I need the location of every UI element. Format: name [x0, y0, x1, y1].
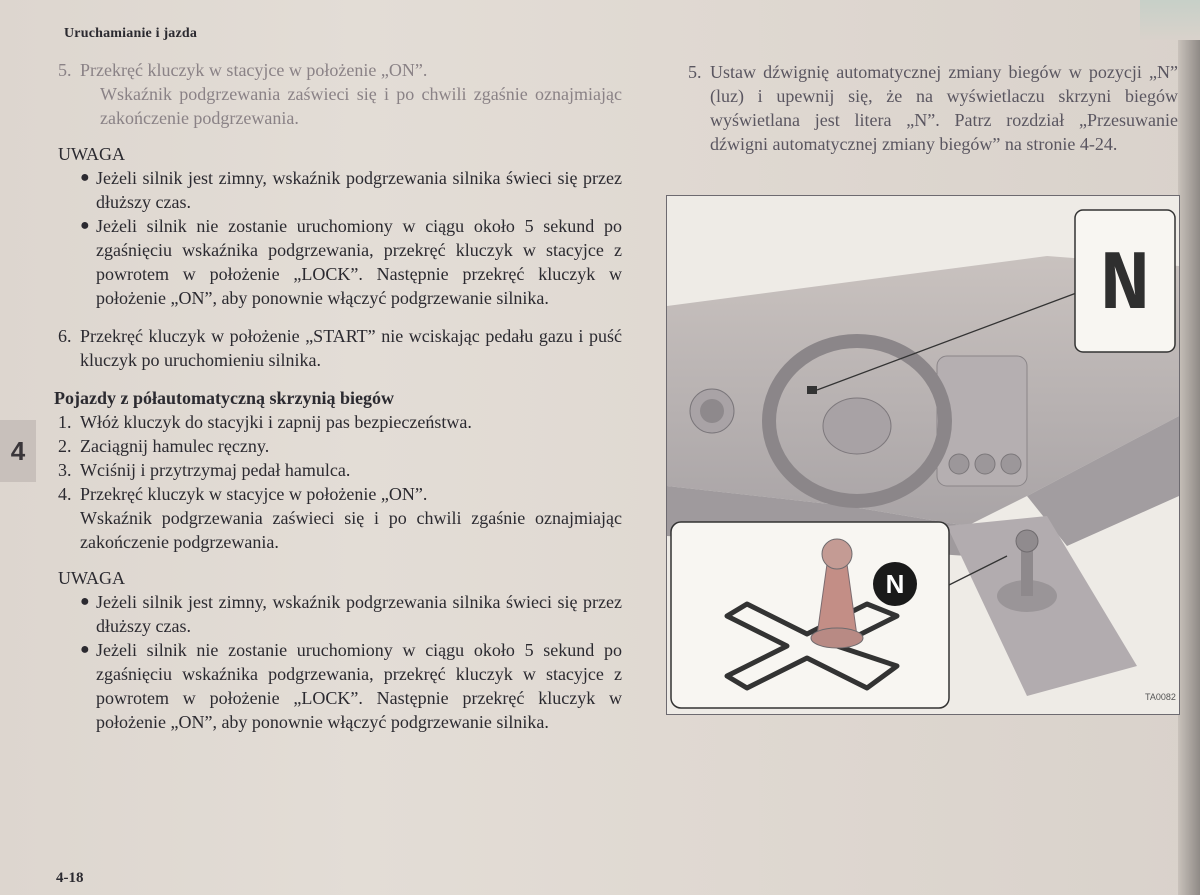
step-number: 5.	[688, 62, 702, 82]
shifter-stem	[1021, 546, 1033, 596]
step-text: Zaciągnij hamulec ręczny.	[80, 436, 270, 456]
page-number: 4-18	[56, 870, 84, 886]
note-title: UWAGA	[58, 144, 125, 164]
gear-display-letter: N	[1099, 239, 1151, 334]
step-text: Włóż kluczyk do stacyjki i zapnij pas bezpieczeństwa.	[80, 412, 472, 432]
bullet-icon: ●	[80, 641, 90, 658]
bullet-icon: ●	[80, 217, 90, 234]
dashboard-illustration	[666, 195, 1180, 715]
step-number: 5.	[58, 60, 72, 80]
console-knob-right	[1001, 454, 1021, 474]
air-vent-left-inner	[700, 399, 724, 423]
page-corner	[1140, 0, 1200, 40]
step-number: 4.	[58, 484, 72, 504]
bullet-text: Jeżeli silnik jest zimny, wskaźnik podgrzewania silnika świeci się przez dłuższy czas.	[96, 592, 622, 636]
console-knob-mid	[975, 454, 995, 474]
step-5	[58, 58, 622, 82]
step-text: Przekręć kluczyk w stacyjce w położenie „ON”.	[80, 484, 428, 504]
note-bullet	[58, 214, 622, 310]
step-text: Przekręć kluczyk w stacyjce w położenie „ON”.	[80, 60, 428, 80]
display-indicator	[807, 386, 817, 394]
step-4	[58, 482, 622, 506]
bullet-text: Jeżeli silnik jest zimny, wskaźnik podgrzewania silnika świeci się przez dłuższy czas.	[96, 168, 622, 212]
step-6	[58, 324, 622, 372]
step-3	[58, 458, 622, 482]
figure-code: TA0082	[1145, 692, 1176, 702]
step-number: 1.	[58, 412, 72, 432]
step-1	[58, 410, 622, 434]
right-column	[688, 60, 1178, 156]
inset-lever-base	[811, 628, 863, 648]
note-bullet	[58, 166, 622, 214]
step-text: Przekręć kluczyk w położenie „START” nie wciskając pedału gazu i puść kluczyk po uruchomieniu silnika.	[80, 326, 622, 370]
left-column	[54, 58, 622, 734]
section-header: Uruchamianie i jazda	[64, 26, 198, 41]
subheading: Pojazdy z półautomatyczną skrzynią biegów	[54, 388, 394, 408]
note-title: UWAGA	[58, 568, 125, 588]
page-shadow-edge	[1178, 0, 1200, 895]
note-bullet	[58, 590, 622, 638]
shifter-knob	[1016, 530, 1038, 552]
step-number: 6.	[58, 326, 72, 346]
illustration-svg	[667, 196, 1179, 714]
step-5-note: Wskaźnik podgrzewania zaświeci się i po chwili zgaśnie oznajmiając zakończenie podgrzewania.	[100, 84, 622, 128]
console-knob-left	[949, 454, 969, 474]
step-text: Wciśnij i przytrzymaj pedał hamulca.	[80, 460, 351, 480]
note-bullet	[58, 638, 622, 734]
step-4-note: Wskaźnik podgrzewania zaświeci się i po chwili zgaśnie oznajmiając zakończenie podgrzewania.	[80, 508, 622, 552]
bullet-text: Jeżeli silnik nie zostanie uruchomiony w ciągu około 5 sekund po zgaśnięciu wskaźnika podgrzewania, przekręć kluczyk w stacyjce z powrotem w położenie „LOCK”. Następnie przekręć kluczyk w położenie „ON”, aby ponownie włączyć podgrzewanie silnika.	[96, 640, 622, 732]
bullet-icon: ●	[80, 593, 90, 610]
steering-hub	[823, 398, 891, 454]
step-number: 2.	[58, 436, 72, 456]
inset-lever-knob	[822, 539, 852, 569]
shift-pattern-inset	[671, 522, 949, 708]
step-text: Ustaw dźwignię automatycznej zmiany biegów w pozycji „N” (luz) i upewnij się, że na wyświetlaczu skrzyni biegów wyświetlana jest litera „N”. Patrz rozdział „Przesuwanie dźwigni automatycznej zmiany biegów” na stronie 4-24.	[710, 62, 1178, 154]
chapter-tab: 4	[0, 420, 36, 482]
step-number: 3.	[58, 460, 72, 480]
bullet-text: Jeżeli silnik nie zostanie uruchomiony w ciągu około 5 sekund po zgaśnięciu wskaźnika podgrzewania, przekręć kluczyk w stacyjce z powrotem w położenie „LOCK”. Następnie przekręć kluczyk w położenie „ON”, aby ponownie włączyć podgrzewanie silnika.	[96, 216, 622, 308]
step-5-right	[688, 60, 1178, 156]
bullet-icon: ●	[80, 169, 90, 186]
step-2	[58, 434, 622, 458]
neutral-badge-letter: N	[885, 569, 905, 599]
